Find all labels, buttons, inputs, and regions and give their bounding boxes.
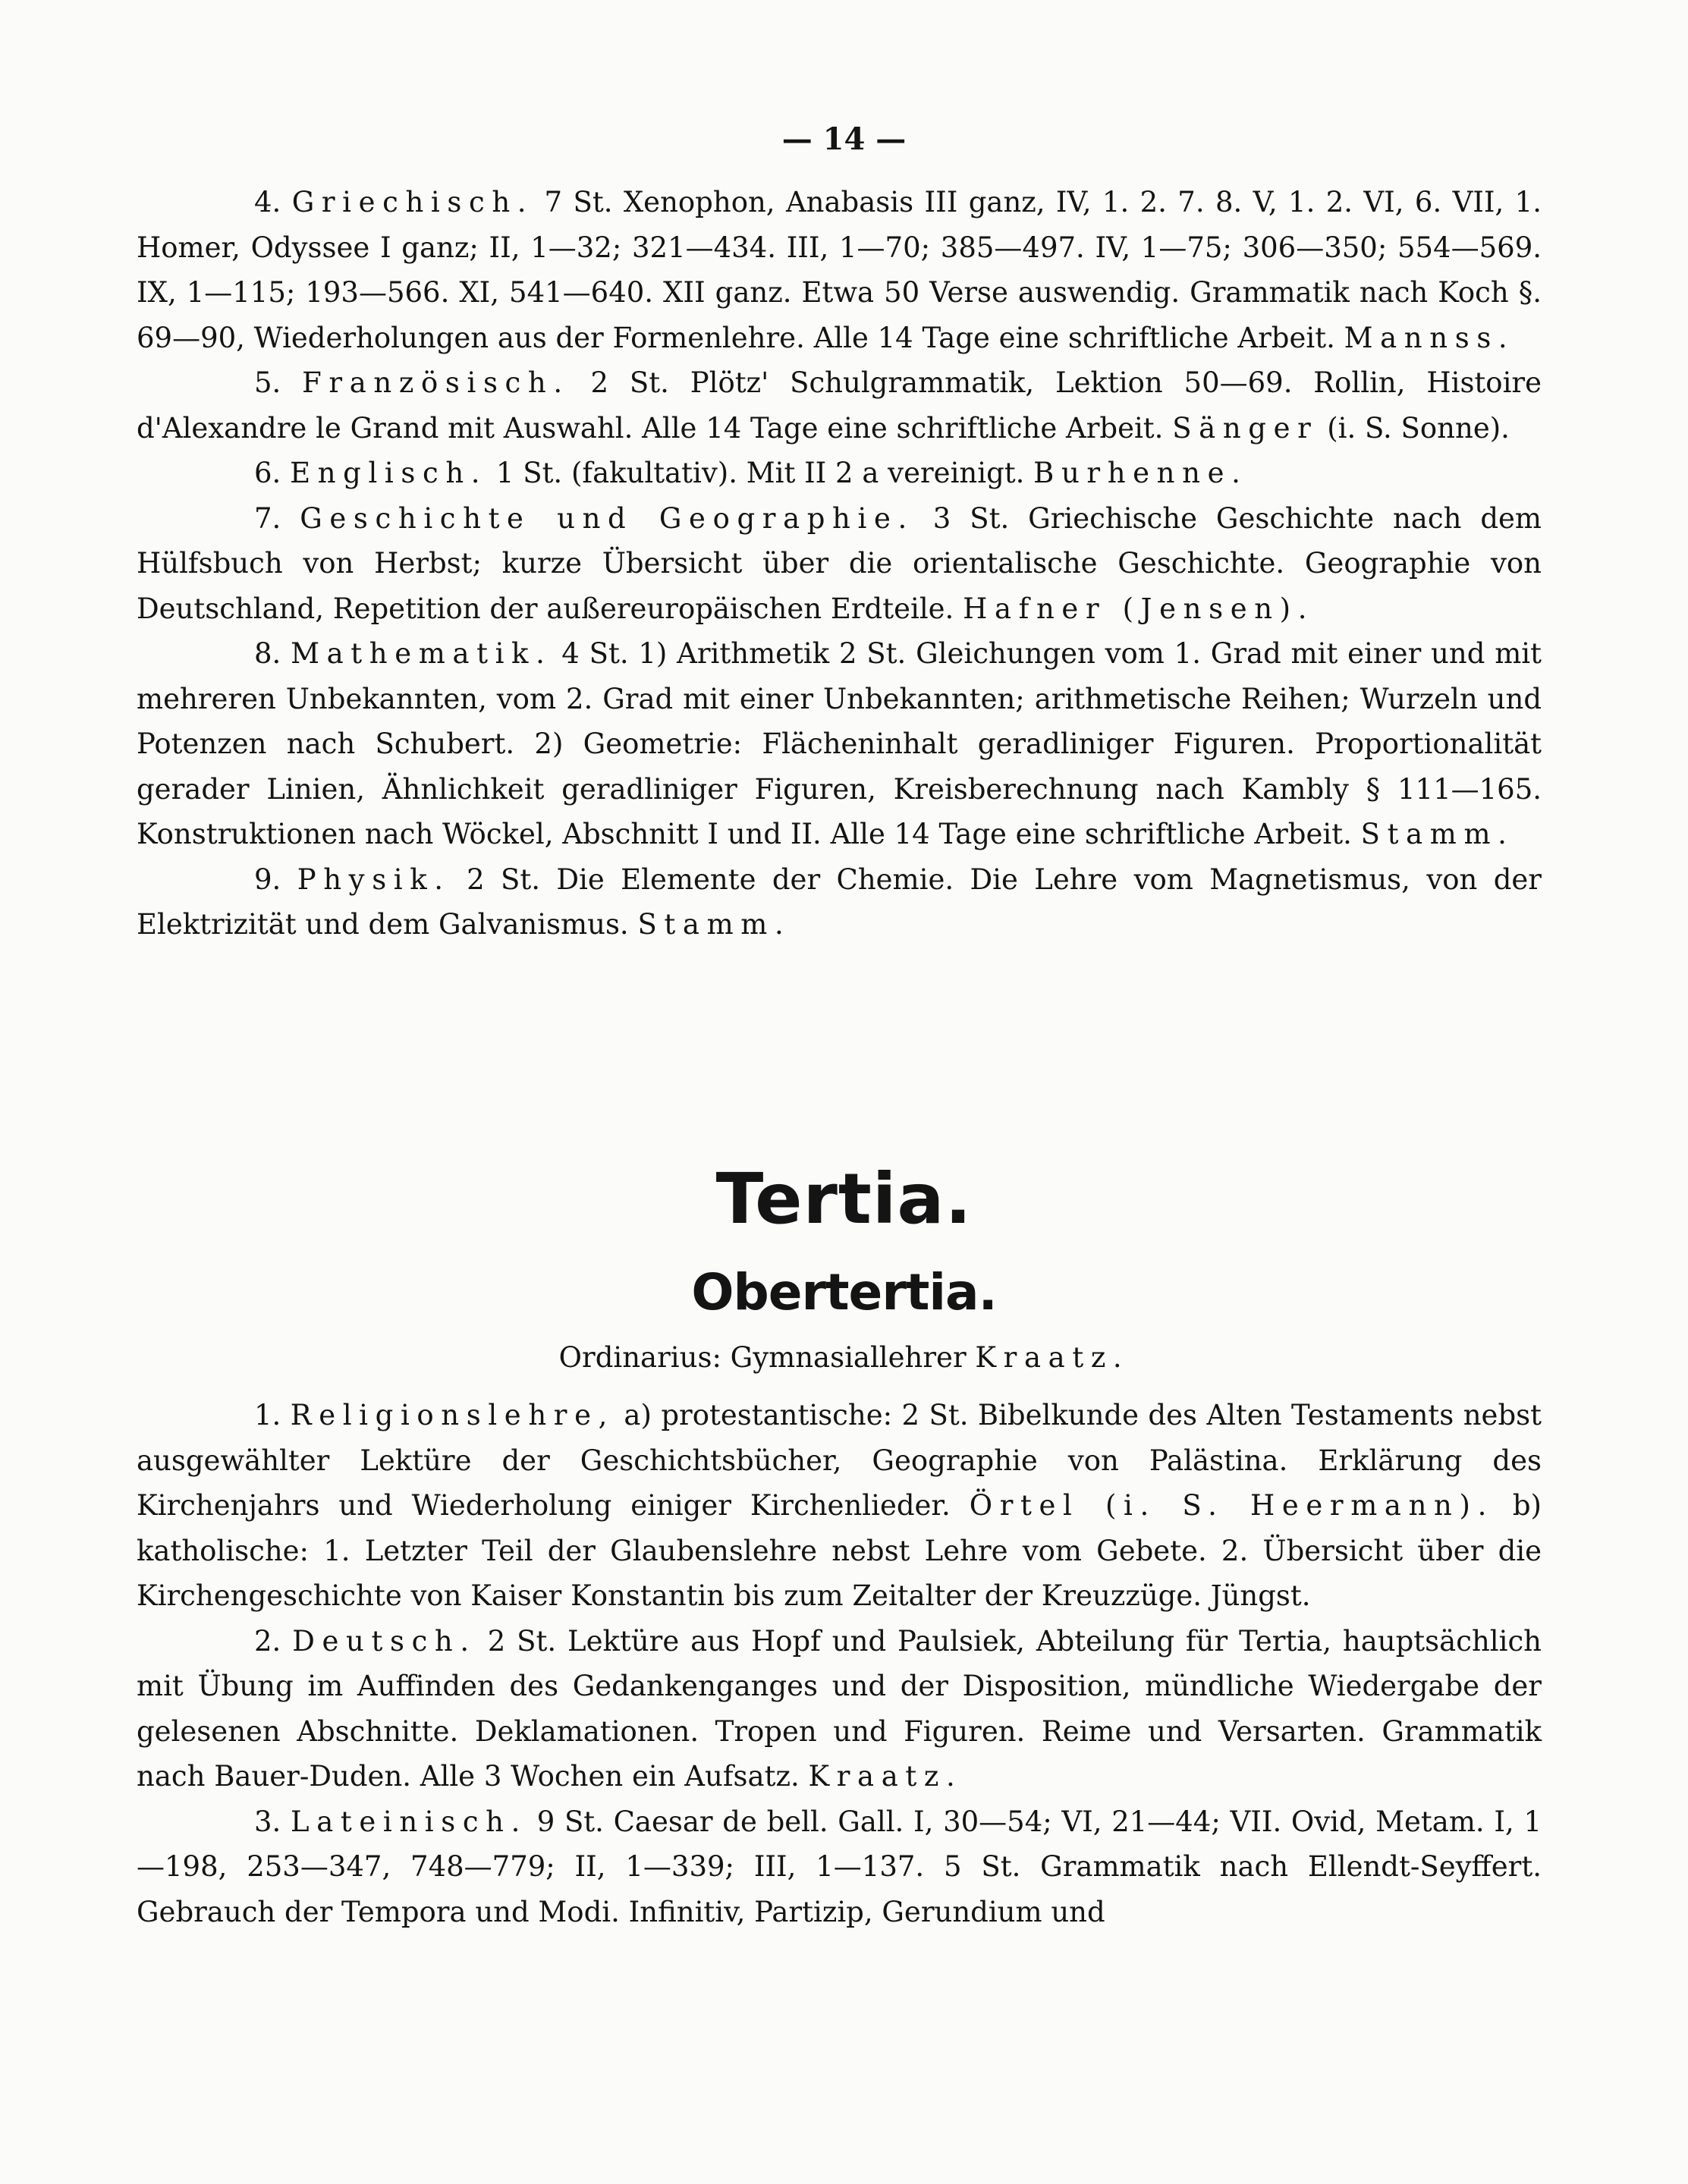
section-heading: Tertia. [715, 1158, 973, 1240]
entry-religionslehre: 1. Religionslehre, a) protestantische: 2 St. Bibelkunde des Alten Testaments nebst ausgewählter Lektüre der Geschichtsbücher, Geographie von Palästina. Erklärung des Kirchenjahrs und Wiederholung einiger Kirchenlieder. Örtel (i. S. Heermann). b) katholische: 1. Letzter Teil der Glaubenslehre nebst Lehre vom Gebete. 2. Übersicht über die Kirchengeschichte von Kaiser Konstantin bis zum Zeitalter der Kreuzzüge. Jüngst. [137, 1399, 1542, 1612]
ordinarius-line: Ordinarius: Gymnasiallehrer Kraatz. [558, 1341, 1130, 1374]
entry-englisch: 6. Englisch. 1 St. (fakultativ). Mit II 2 a vereinigt. Burhenne. [254, 457, 1248, 489]
entry-geschichte: 7. Geschichte und Geographie. 3 St. Griechische Geschichte nach dem Hülfsbuch von Herbst; kurze Übersicht über die orientalische Geschichte. Geographie von Deutschland, Repetition der außereuropäischen Erdteile. Hafner (Jensen). [137, 501, 1542, 625]
section-subheading: Obertertia. [691, 1263, 997, 1321]
bottom-section [137, 1393, 1542, 1934]
entry-mathematik: 8. Mathematik. 4 St. 1) Arithmetik 2 St. Gleichungen vom 1. Grad mit einer und mit mehreren Unbekannten, vom 2. Grad mit einer Unbekannten; arithmetische Reihen; Wurzeln und Potenzen nach Schubert. 2) Geometrie: Flächeninhalt geradliniger Figuren. Proportionalität gerader Linien, Ähnlichkeit geradliniger Figuren, Kreisberechnung nach Kambly § 111—165. Konstruktionen nach Wöckel, Abschnitt I und II. Alle 14 Tage eine schriftliche Arbeit. Stamm. [137, 637, 1542, 850]
page-number: — 14 — [781, 121, 907, 157]
entry-physik: 9. Physik. 2 St. Die Elemente der Chemie. Die Lehre vom Magnetismus, von der Elektrizität und dem Galvanismus. Stamm. [137, 863, 1542, 941]
entry-deutsch: 2. Deutsch. 2 St. Lektüre aus Hopf und Paulsiek, Abteilung für Tertia, hauptsächlich mit Übung im Auffinden des Gedankenganges und der Disposition, mündliche Wiedergabe der gelesenen Abschnitte. Deklamationen. Tropen und Figuren. Reime und Versarten. Grammatik nach Bauer-Duden. Alle 3 Wochen ein Aufsatz. Kraatz. [137, 1624, 1542, 1793]
entry-franzoesisch: 5. Französisch. 2 St. Plötz' Schulgrammatik, Lektion 50—69. Rollin, Histoire d'Alexandre le Grand mit Auswahl. Alle 14 Tage eine schriftliche Arbeit. Sänger (i. S. Sonne). [137, 366, 1542, 445]
top-section [137, 180, 1542, 947]
entry-griechisch: 4. Griechisch. 7 St. Xenophon, Anabasis III ganz, IV, 1. 2. 7. 8. V, 1. 2. VI, 6. VII, 1. Homer, Odyssee I ganz; II, 1—32; 321—434. III, 1—70; 385—497. IV, 1—75; 306—350; 554—569. IX, 1—115; 193—566. XI, 541—640. XII ganz. Etwa 50 Verse auswendig. Grammatik nach Koch §. 69—90, Wiederholungen aus der Formenlehre. Alle 14 Tage eine schriftliche Arbeit. Mannss. [137, 186, 1542, 354]
entry-lateinisch: 3. Lateinisch. 9 St. Caesar de bell. Gall. I, 30—54; VI, 21—44; VII. Ovid, Metam. I, 1—198, 253—347, 748—779; II, 1—339; III, 1—137. 5 St. Grammatik nach Ellendt-Seyffert. Gebrauch der Tempora und Modi. Infinitiv, Partizip, Gerundium und [137, 1805, 1542, 1928]
